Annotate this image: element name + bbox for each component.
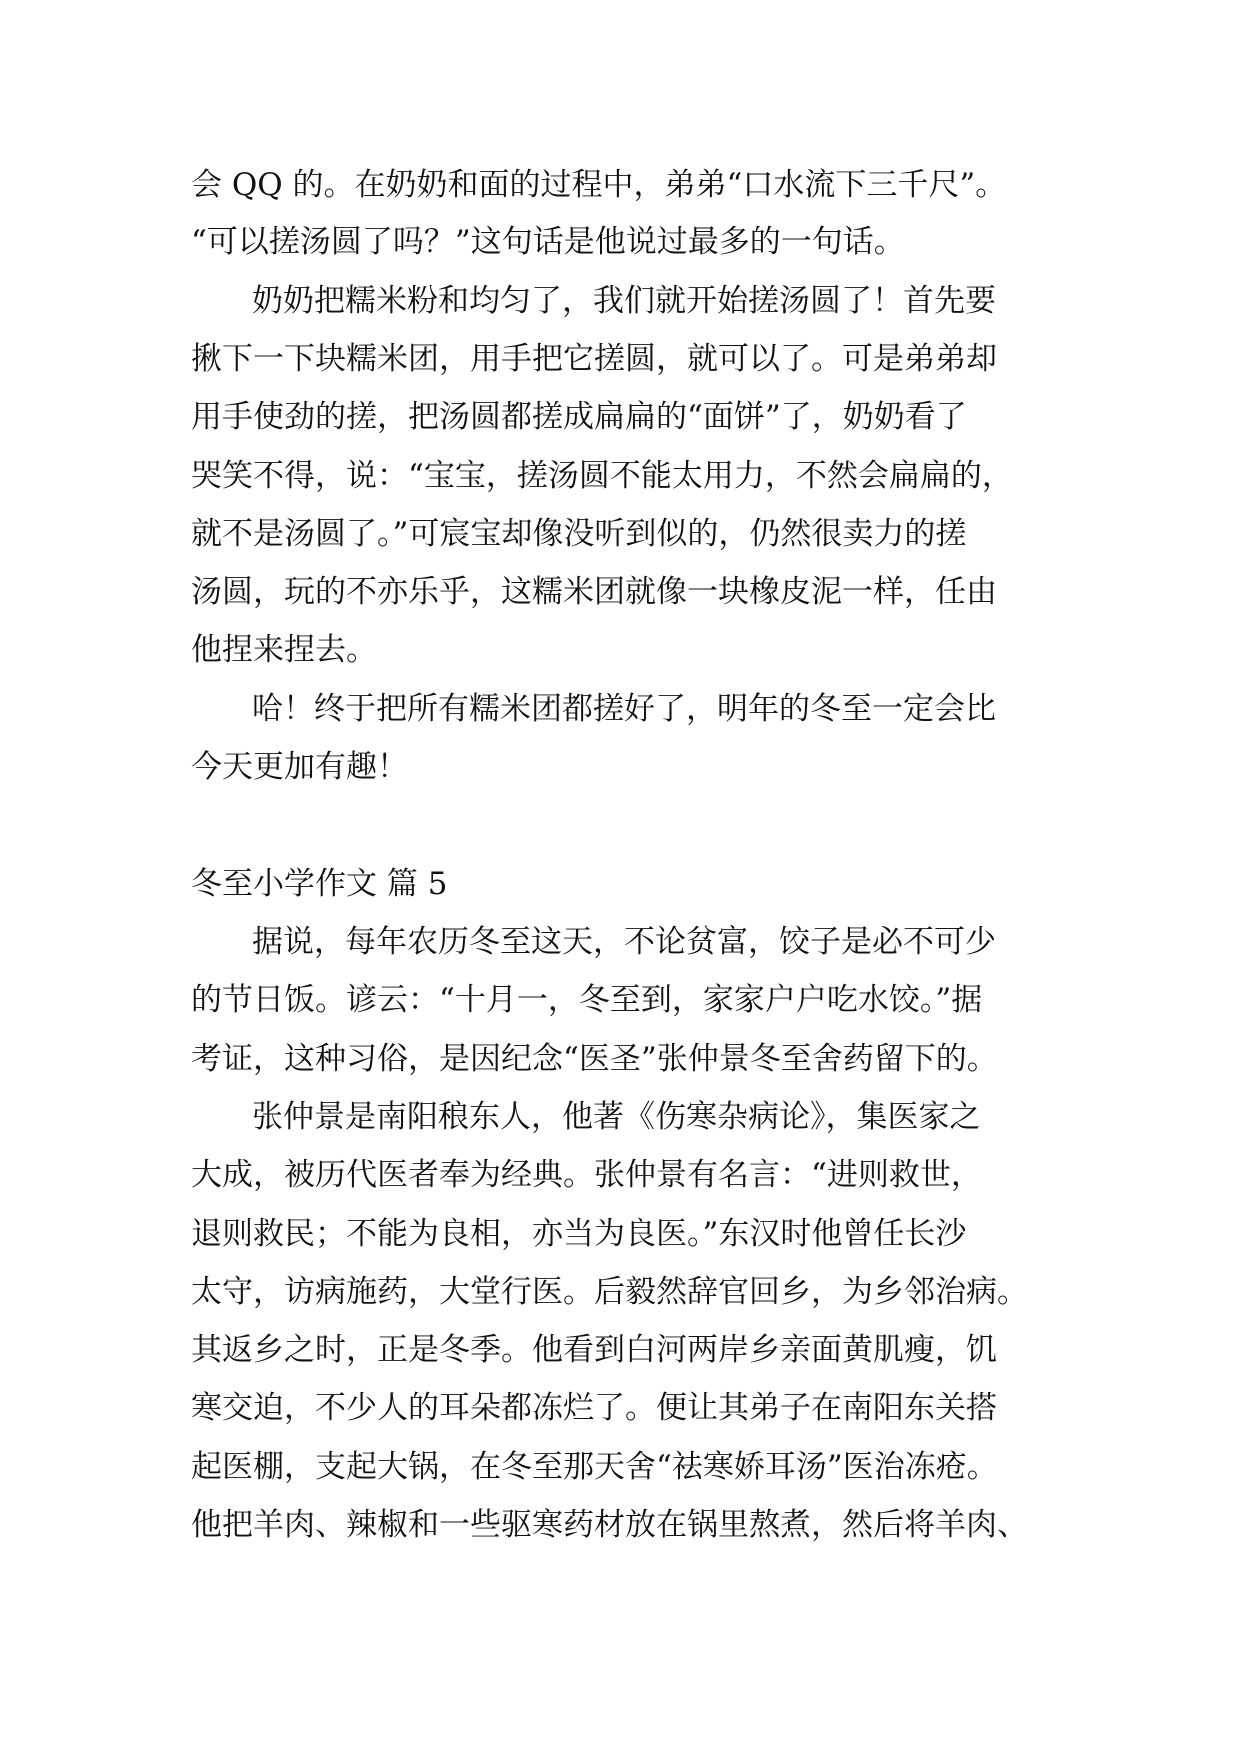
text-line: 退则救民；不能为良相，亦当为良医。”东汉时他曾任长沙 [191,1216,967,1252]
text-line: 其返乡之时，正是冬季。他看到白河两岸乡亲面黄肌瘦，饥 [191,1332,997,1368]
paragraph-first-line: 奶奶把糯米粉和均匀了，我们就开始搓汤圆了！首先要 [252,283,996,319]
paragraph-first-line: 哈！终于把所有糯米团都搓好了，明年的冬至一定会比 [252,691,996,727]
paragraph-first-line: 张仲景是南阳稂东人，他著《伤寒杂病论》，集医家之 [252,1099,981,1135]
text-line: 就不是汤圆了。”可宸宝却像没听到似的，仍然很卖力的搓 [191,516,967,552]
text-line: 的节日饭。谚云：“十月一，冬至到，家家户户吃水饺。”据 [191,982,983,1018]
section-heading: 冬至小学作文 篇 5 [191,866,448,902]
paragraph-first-line: 据说，每年农历冬至这天，不论贫富，饺子是必不可少 [252,924,996,960]
text-line: 他把羊肉、辣椒和一些驱寒药材放在锅里熬煮，然后将羊肉、 [191,1507,1028,1543]
text-line: 揪下一下块糯米团，用手把它搓圆，就可以了。可是弟弟却 [191,341,997,377]
text-line: “可以搓汤圆了吗？”这句话是他说过最多的一句话。 [191,224,905,260]
text-line: 今天更加有趣！ [191,749,408,785]
text-line: 考证，这种习俗，是因纪念“医圣”张仲景冬至舍药留下的。 [191,1041,998,1077]
text-line: 大成，被历代医者奉为经典。张仲景有名言：“进则救世， [191,1157,982,1193]
text-line: 用手使劲的搓，把汤圆都搓成扁扁的“面饼”了，奶奶看了 [191,399,967,435]
text-line: 哭笑不得，说：“宝宝，搓汤圆不能太用力，不然会扁扁的， [191,458,1013,494]
text-line: 汤圆，玩的不亦乐乎，这糯米团就像一块橡皮泥一样，任由 [191,574,997,610]
text-line: 会 QQ 的。在奶奶和面的过程中，弟弟“口水流下三千尺”。 [191,167,1007,203]
text-line: 寒交迫，不少人的耳朵都冻烂了。便让其弟子在南阳东关搭 [191,1390,997,1426]
text-line: 太守，访病施药，大堂行医。后毅然辞官回乡，为乡邻治病。 [191,1274,1028,1310]
text-line: 他捏来捏去。 [191,632,377,668]
text-line: 起医棚，支起大锅，在冬至那天舍“祛寒娇耳汤”医治冻疮。 [191,1449,998,1485]
